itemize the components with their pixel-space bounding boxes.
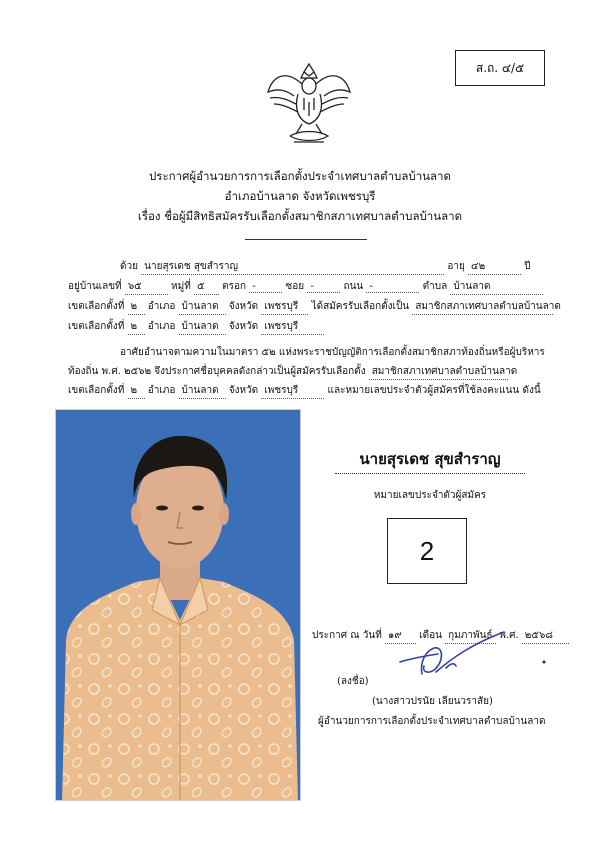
form-code-box — [455, 50, 545, 86]
signer-title: ผู้อำนวยการการเลือกตั้งประจำเทศบาลตำบลบ้านลาด — [318, 716, 546, 727]
road-value: - — [366, 281, 419, 293]
house-number: ๖๕ — [125, 279, 168, 295]
zone-number: ๒ — [128, 383, 145, 399]
body-row-1: ด้วย นายสุรเดช สุขสำราญ อายุ ๔๒ ปี — [120, 259, 531, 275]
body-row-3: เขตเลือกตั้งที่ ๒ อำเภอ บ้านลาด จังหวัด เพชรบุรี ได้สมัครรับเลือกตั้งเป็น สมาชิกสภาเทศบาลตำบลบ้านลาด — [68, 299, 553, 315]
body-row-4: เขตเลือกตั้งที่ ๒ อำเภอ บ้านลาด จังหวัด เพชรบุรี — [68, 319, 324, 335]
garuda-emblem-icon — [264, 58, 354, 148]
paragraph-line-1: อาศัยอำนาจตามความในมาตรา ๕๒ แห่งพระราชบัญญัติการเลือกตั้งสมาชิกสภาท้องถิ่นหรือผู้บริหาร — [120, 347, 545, 358]
candidate-number-label: หมายเลขประจำตัวผู้สมัคร — [373, 490, 487, 501]
position-value: สมาชิกสภาเทศบาลตำบลบ้านลาด — [412, 299, 553, 315]
trok-value: - — [249, 281, 282, 293]
applicant-name: นายสุรเดช สุขสำราญ — [141, 259, 444, 275]
announce-day: ๑๙ — [385, 628, 416, 644]
paragraph-line-3: เขตเลือกตั้งที่ ๒ อำเภอ บ้านลาด จังหวัด เพชรบุรี และหมายเลขประจำตัวผู้สมัครที่ใช้ลงคะแนน ดังนี้ — [68, 383, 541, 399]
position-value: สมาชิกสภาเทศบาลตำบลบ้านลาด — [369, 364, 508, 380]
title-line-3: เรื่อง ชื่อผู้มีสิทธิสมัครรับเลือกตั้งสมาชิกสภาเทศบาลตำบลบ้านลาด — [137, 209, 463, 223]
handwritten-signature-icon — [392, 628, 552, 688]
candidate-photo — [55, 409, 301, 801]
signer-name: (นางสาวปรนัย เลียนวราสัย) — [372, 696, 493, 707]
header-divider — [245, 239, 367, 240]
body-row-2: อยู่บ้านเลขที่ ๖๕ หมู่ที่ ๕ ตรอก - ซอย - ถนน - ตำบล บ้านลาด — [68, 279, 543, 295]
candidate-number: 2 — [419, 535, 435, 566]
applicant-age: ๔๒ — [468, 259, 521, 275]
province-value: เพชรบุรี — [261, 383, 324, 399]
signed-label: (ลงชื่อ) — [337, 676, 369, 687]
province-value: เพชรบุรี — [261, 299, 308, 315]
title-line-2: อำเภอบ้านลาด จังหวัดเพชรบุรี — [224, 189, 376, 203]
zone-number: ๒ — [128, 319, 145, 335]
province-value: เพชรบุรี — [261, 319, 324, 335]
candidate-portrait-icon — [56, 410, 301, 801]
zone-number: ๒ — [128, 299, 145, 315]
candidate-name: นายสุรเดช สุขสำราญ — [335, 447, 525, 474]
candidate-number-box — [387, 518, 467, 584]
title-line-1: ประกาศผู้อำนวยการการเลือกตั้งประจำเทศบาลตำบลบ้านลาด — [149, 169, 451, 183]
tambon-value: บ้านลาด — [450, 279, 543, 295]
amphoe-value: บ้านลาด — [179, 299, 226, 315]
paragraph-line-2: ท้องถิ่น พ.ศ. ๒๕๖๒ จึงประกาศชื่อบุคคลดังกล่าวเป็นผู้สมัครรับเลือกตั้ง สมาชิกสภาเทศบาลตำบลบ้านลาด — [68, 364, 508, 380]
form-code: ส.ถ. ๔/๕ — [475, 60, 525, 75]
moo-number: ๕ — [194, 279, 219, 295]
soi-value: - — [307, 281, 340, 293]
amphoe-value: บ้านลาด — [179, 319, 226, 335]
amphoe-value: บ้านลาด — [179, 383, 226, 399]
announce-month: กุมภาพันธ์ — [445, 628, 496, 644]
announce-date: ประกาศ ณ วันที่ ๑๙ เดือน กุมภาพันธ์ พ.ศ. ๒๕๖๘ — [312, 628, 569, 644]
announce-year: ๒๕๖๘ — [522, 628, 569, 644]
